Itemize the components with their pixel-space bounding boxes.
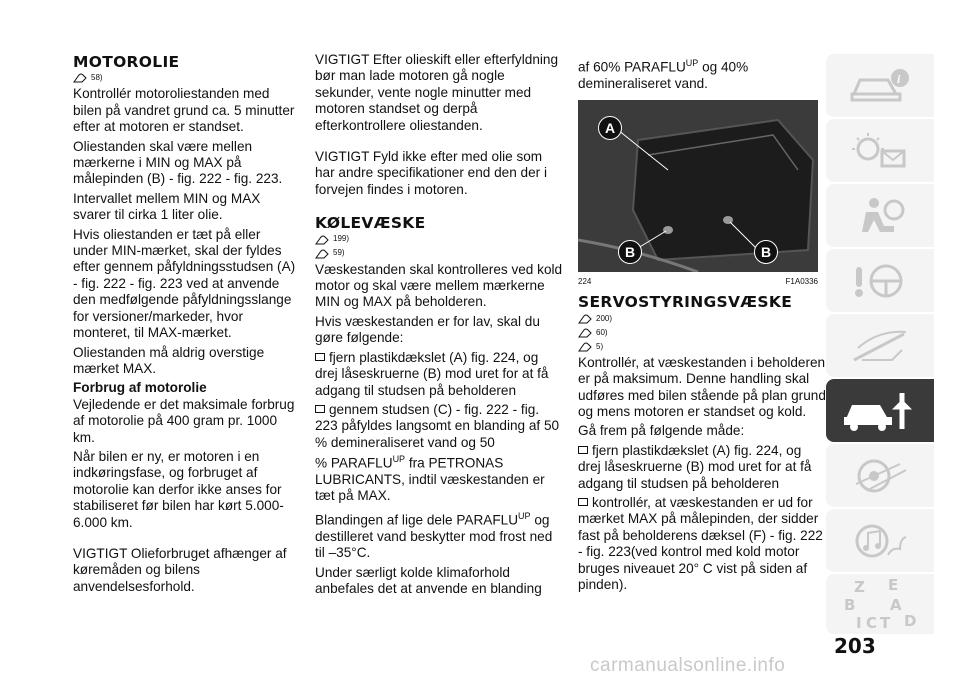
warning-lights-icon[interactable] — [826, 119, 934, 182]
bullet-item: fjern plastikdækslet (A) fig. 224, og drej låseskruerne (B) mod uret for at få adgang til studsen på beholderen — [315, 349, 549, 398]
svg-text:Z: Z — [854, 578, 865, 596]
warning-ref: 5) — [578, 341, 826, 353]
index-icon[interactable] — [826, 574, 934, 634]
paragraph: VIGTIGT Olieforbruget afhænger af køremåden og bilens anvendelsesforhold. — [73, 545, 287, 594]
callout-b: B — [618, 240, 642, 264]
section-title-koelevaeske: KØLEVÆSKE — [315, 214, 426, 233]
paragraph: Når bilen er ny, er motoren i en indkøringsfase, og forbruget af motorolie kan derfor ikke anses for stabiliseret før bilen har kørt 5.000-6.000 km. — [73, 448, 284, 530]
airbag-safety-icon[interactable] — [826, 184, 934, 247]
bullet-square-icon — [315, 353, 325, 361]
bullet-square-icon — [315, 405, 325, 413]
warning-hand-icon — [315, 235, 329, 245]
section-title-servostyringsvaeske: SERVOSTYRINGSVÆSKE — [578, 293, 793, 312]
warning-ref: 199) — [315, 234, 563, 246]
steering-start-icon[interactable] — [826, 249, 934, 312]
section-title-motorolie: MOTOROLIE — [73, 53, 180, 71]
paragraph: Hvis væskestanden er for lav, skal du gøre følgende: — [315, 313, 540, 346]
column-1 — [73, 52, 298, 598]
svg-text:C: C — [866, 614, 878, 632]
multimedia-icon[interactable] — [826, 509, 934, 572]
car-info-icon[interactable] — [826, 54, 934, 117]
svg-text:T: T — [880, 614, 891, 632]
bullet-item: fjern plastikdækslet (A) fig. 224, og drej låseskruerne (B) mod uret for at få adgang til studsen på beholderen — [578, 442, 812, 491]
bullet-item: kontrollér, at væskestanden er ud for mærket MAX på målepinden, der sidder fast på beholderens dæksel (F) - fig. 222 - fig. 223(ved kontrol med kold motor bruges niveauet 20° C vist på siden af pinden). — [578, 495, 823, 593]
paragraph: Oliestanden må aldrig overstige mærket MAX. — [73, 344, 265, 376]
warning-hand-icon — [73, 73, 87, 83]
callout-a: A — [598, 116, 622, 140]
bullet-square-icon — [578, 446, 588, 454]
bullet-square-icon — [578, 498, 588, 506]
warning-ref: 58) — [73, 72, 298, 84]
paragraph: Blandingen af lige dele $PARAFLU^{UP}$ og destilleret vand beskytter mod frost ned til –35°C. — [315, 510, 553, 561]
figure-caption — [578, 272, 818, 290]
paragraph: af 60% $PARAFLU^{UP}$ og 40% demineraliseret vand. — [578, 58, 749, 91]
warning-ref: 59) — [315, 248, 563, 260]
page-number: 203 — [834, 634, 876, 658]
warning-ref: 60) — [578, 327, 826, 339]
chapter-tabs — [826, 54, 934, 636]
paragraph: VIGTIGT Fyld ikke efter med olie som har andre specifikationer end den der i forvejen findes i motoren. — [315, 149, 547, 197]
warning-ref: 200) — [578, 313, 826, 325]
subheading: Forbrug af motorolie — [73, 380, 207, 396]
figure-224 — [578, 100, 818, 290]
paragraph: VIGTIGT Efter olieskift eller efterfyldning bør man lade motoren gå nogle sekunder, vente nogle minutter med motoren standset og derpå efterkontrollere oliestanden. — [315, 52, 559, 133]
svg-text:E: E — [888, 576, 899, 594]
emergency-icon[interactable] — [826, 314, 934, 377]
warning-hand-icon — [578, 342, 592, 352]
watermark: carmanualsonline.info — [590, 655, 786, 676]
svg-text:B: B — [844, 596, 856, 614]
warning-hand-icon — [578, 328, 592, 338]
paragraph: Kontrollér, at væskestanden i beholderen er på maksimum. Denne handling skal udføres med bilen stående på plan grund og mens motoren er standset og kold. — [578, 354, 826, 419]
warning-hand-icon — [578, 314, 592, 324]
figure-number: 224 — [578, 276, 592, 286]
warning-hand-icon — [315, 249, 329, 259]
callout-b: B — [754, 240, 778, 264]
paragraph: Væskestanden skal kontrolleres ved kold motor og skal være mellem mærkerne MIN og MAX på beholderen. — [315, 261, 563, 310]
svg-text:A: A — [890, 596, 902, 614]
paragraph: Gå frem på følgende måde: — [578, 423, 745, 439]
technical-data-icon[interactable] — [826, 444, 934, 507]
paragraph: Vejledende er det maksimale forbrug af motorolie på 400 gram pr. 1000 km. — [73, 396, 295, 445]
svg-text:i: i — [897, 71, 901, 86]
paragraph: Oliestanden skal være mellen mærkerne i MIN og MAX på målepinden (B) - fig. 222 - fig. 223. — [73, 138, 283, 187]
figure-code: F1A0336 — [785, 276, 818, 286]
paragraph: Under særligt kolde klimaforhold anbefales det at anvende en blanding — [315, 564, 542, 597]
column-3 — [578, 55, 826, 596]
svg-text:D: D — [904, 612, 917, 630]
paragraph: Intervallet mellem MIN og MAX svarer til cirka 1 liter olie. — [73, 190, 261, 223]
svg-text:I: I — [856, 614, 862, 632]
paragraph: Kontrollér motoroliestanden med bilen på vandret grund ca. 5 minutter efter at motoren er standset. — [73, 86, 295, 135]
paragraph: Hvis oliestanden er tæt på eller under MIN-mærket, skal der fyldes efter gennem påfyldningsstudsen (A) - fig. 222 - fig. 223 ved at anvende den medfølgende påfyldningsslange for versioner/markeder, hvor monteret, til MAX-mærket. — [73, 226, 296, 341]
maintenance-icon[interactable] — [826, 379, 934, 442]
column-2 — [315, 52, 563, 600]
bullet-item: gennem studsen (C) - fig. 222 - fig. 223 påfyldes langsomt en blanding af 50 % demineraliseret vand og 50 % $PARAFLU^{UP}$ fra PETRONAS LUBRICANTS, indtil væskestanden er tæt på MAX. — [315, 401, 560, 504]
